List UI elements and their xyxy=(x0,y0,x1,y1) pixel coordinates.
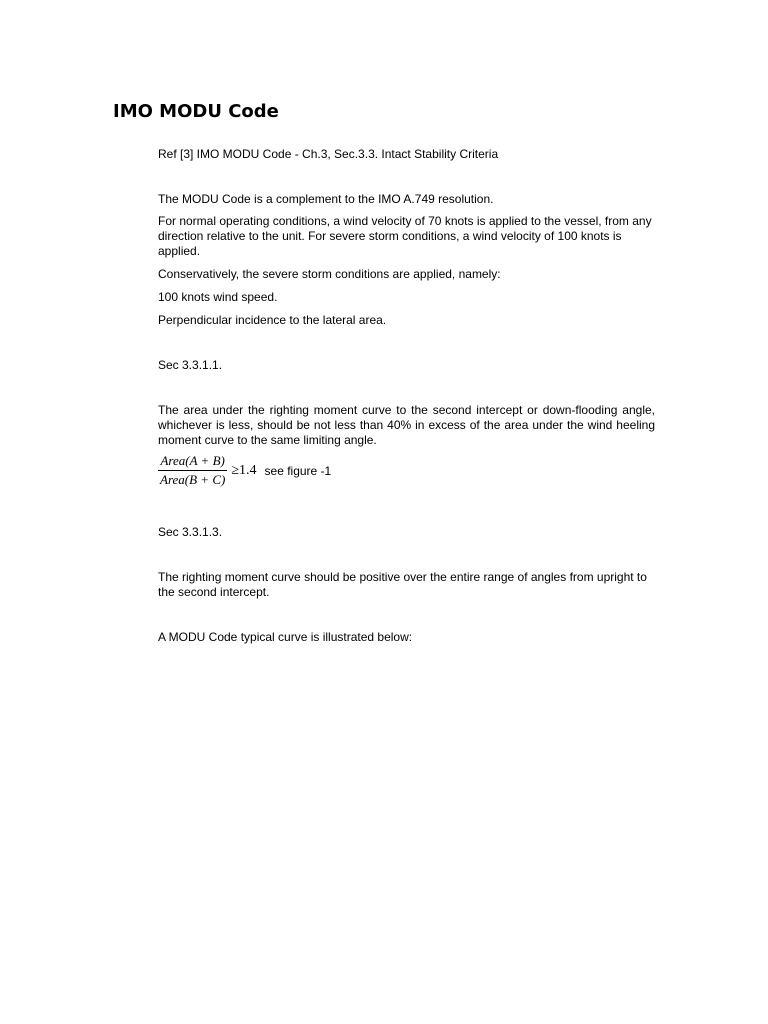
formula-relation: ≥1.4 xyxy=(231,462,257,478)
intro-paragraph-4 xyxy=(158,290,655,305)
closing-paragraph xyxy=(158,630,655,645)
section-heading-2-text: Sec 3.3.1.3. xyxy=(158,525,223,539)
intro-text-4: 100 knots wind speed. xyxy=(158,290,278,304)
intro-text-2: For normal operating conditions, a wind velocity of 70 knots is applied to the vessel, from any direction relative to the unit. For severe storm conditions, a wind velocity of 100 knots is applied. xyxy=(158,214,652,258)
section-heading-1 xyxy=(158,358,655,373)
section-paragraph-2-text: The righting moment curve should be positive over the entire range of angles from upright to the second intercept. xyxy=(158,570,647,599)
intro-paragraph-3 xyxy=(158,267,655,282)
section-paragraph-2 xyxy=(158,570,655,600)
reference-line xyxy=(158,147,655,162)
section-paragraph-1 xyxy=(158,403,655,448)
intro-text-5: Perpendicular incidence to the lateral area. xyxy=(158,313,387,327)
intro-paragraph-1 xyxy=(158,192,655,207)
reference-text: Ref [3] IMO MODU Code - Ch.3, Sec.3.3. Intact Stability Criteria xyxy=(158,147,499,161)
formula-fraction xyxy=(158,453,227,488)
formula-note: see figure -1 xyxy=(264,463,332,478)
section-heading-1-text: Sec 3.3.1.1. xyxy=(158,358,223,372)
section-heading-2 xyxy=(158,525,655,540)
intro-text-1: The MODU Code is a complement to the IMO A.749 resolution. xyxy=(158,192,494,206)
intro-paragraph-2 xyxy=(158,214,655,259)
stability-formula xyxy=(158,453,331,488)
formula-denominator: Area(B + C) xyxy=(160,472,226,487)
document-title: IMO MODU Code xyxy=(113,101,279,122)
intro-text-3: Conservatively, the severe storm conditions are applied, namely: xyxy=(158,267,501,281)
intro-paragraph-5 xyxy=(158,313,655,328)
section-paragraph-1-text: The area under the righting moment curve to the second intercept or down-flooding angle, whichever is less, should be not less than 40% in excess of the area under the wind heeling moment curve to the same limiting angle. xyxy=(158,403,655,447)
closing-text: A MODU Code typical curve is illustrated below: xyxy=(158,630,413,644)
formula-numerator: Area(A + B) xyxy=(158,453,226,471)
